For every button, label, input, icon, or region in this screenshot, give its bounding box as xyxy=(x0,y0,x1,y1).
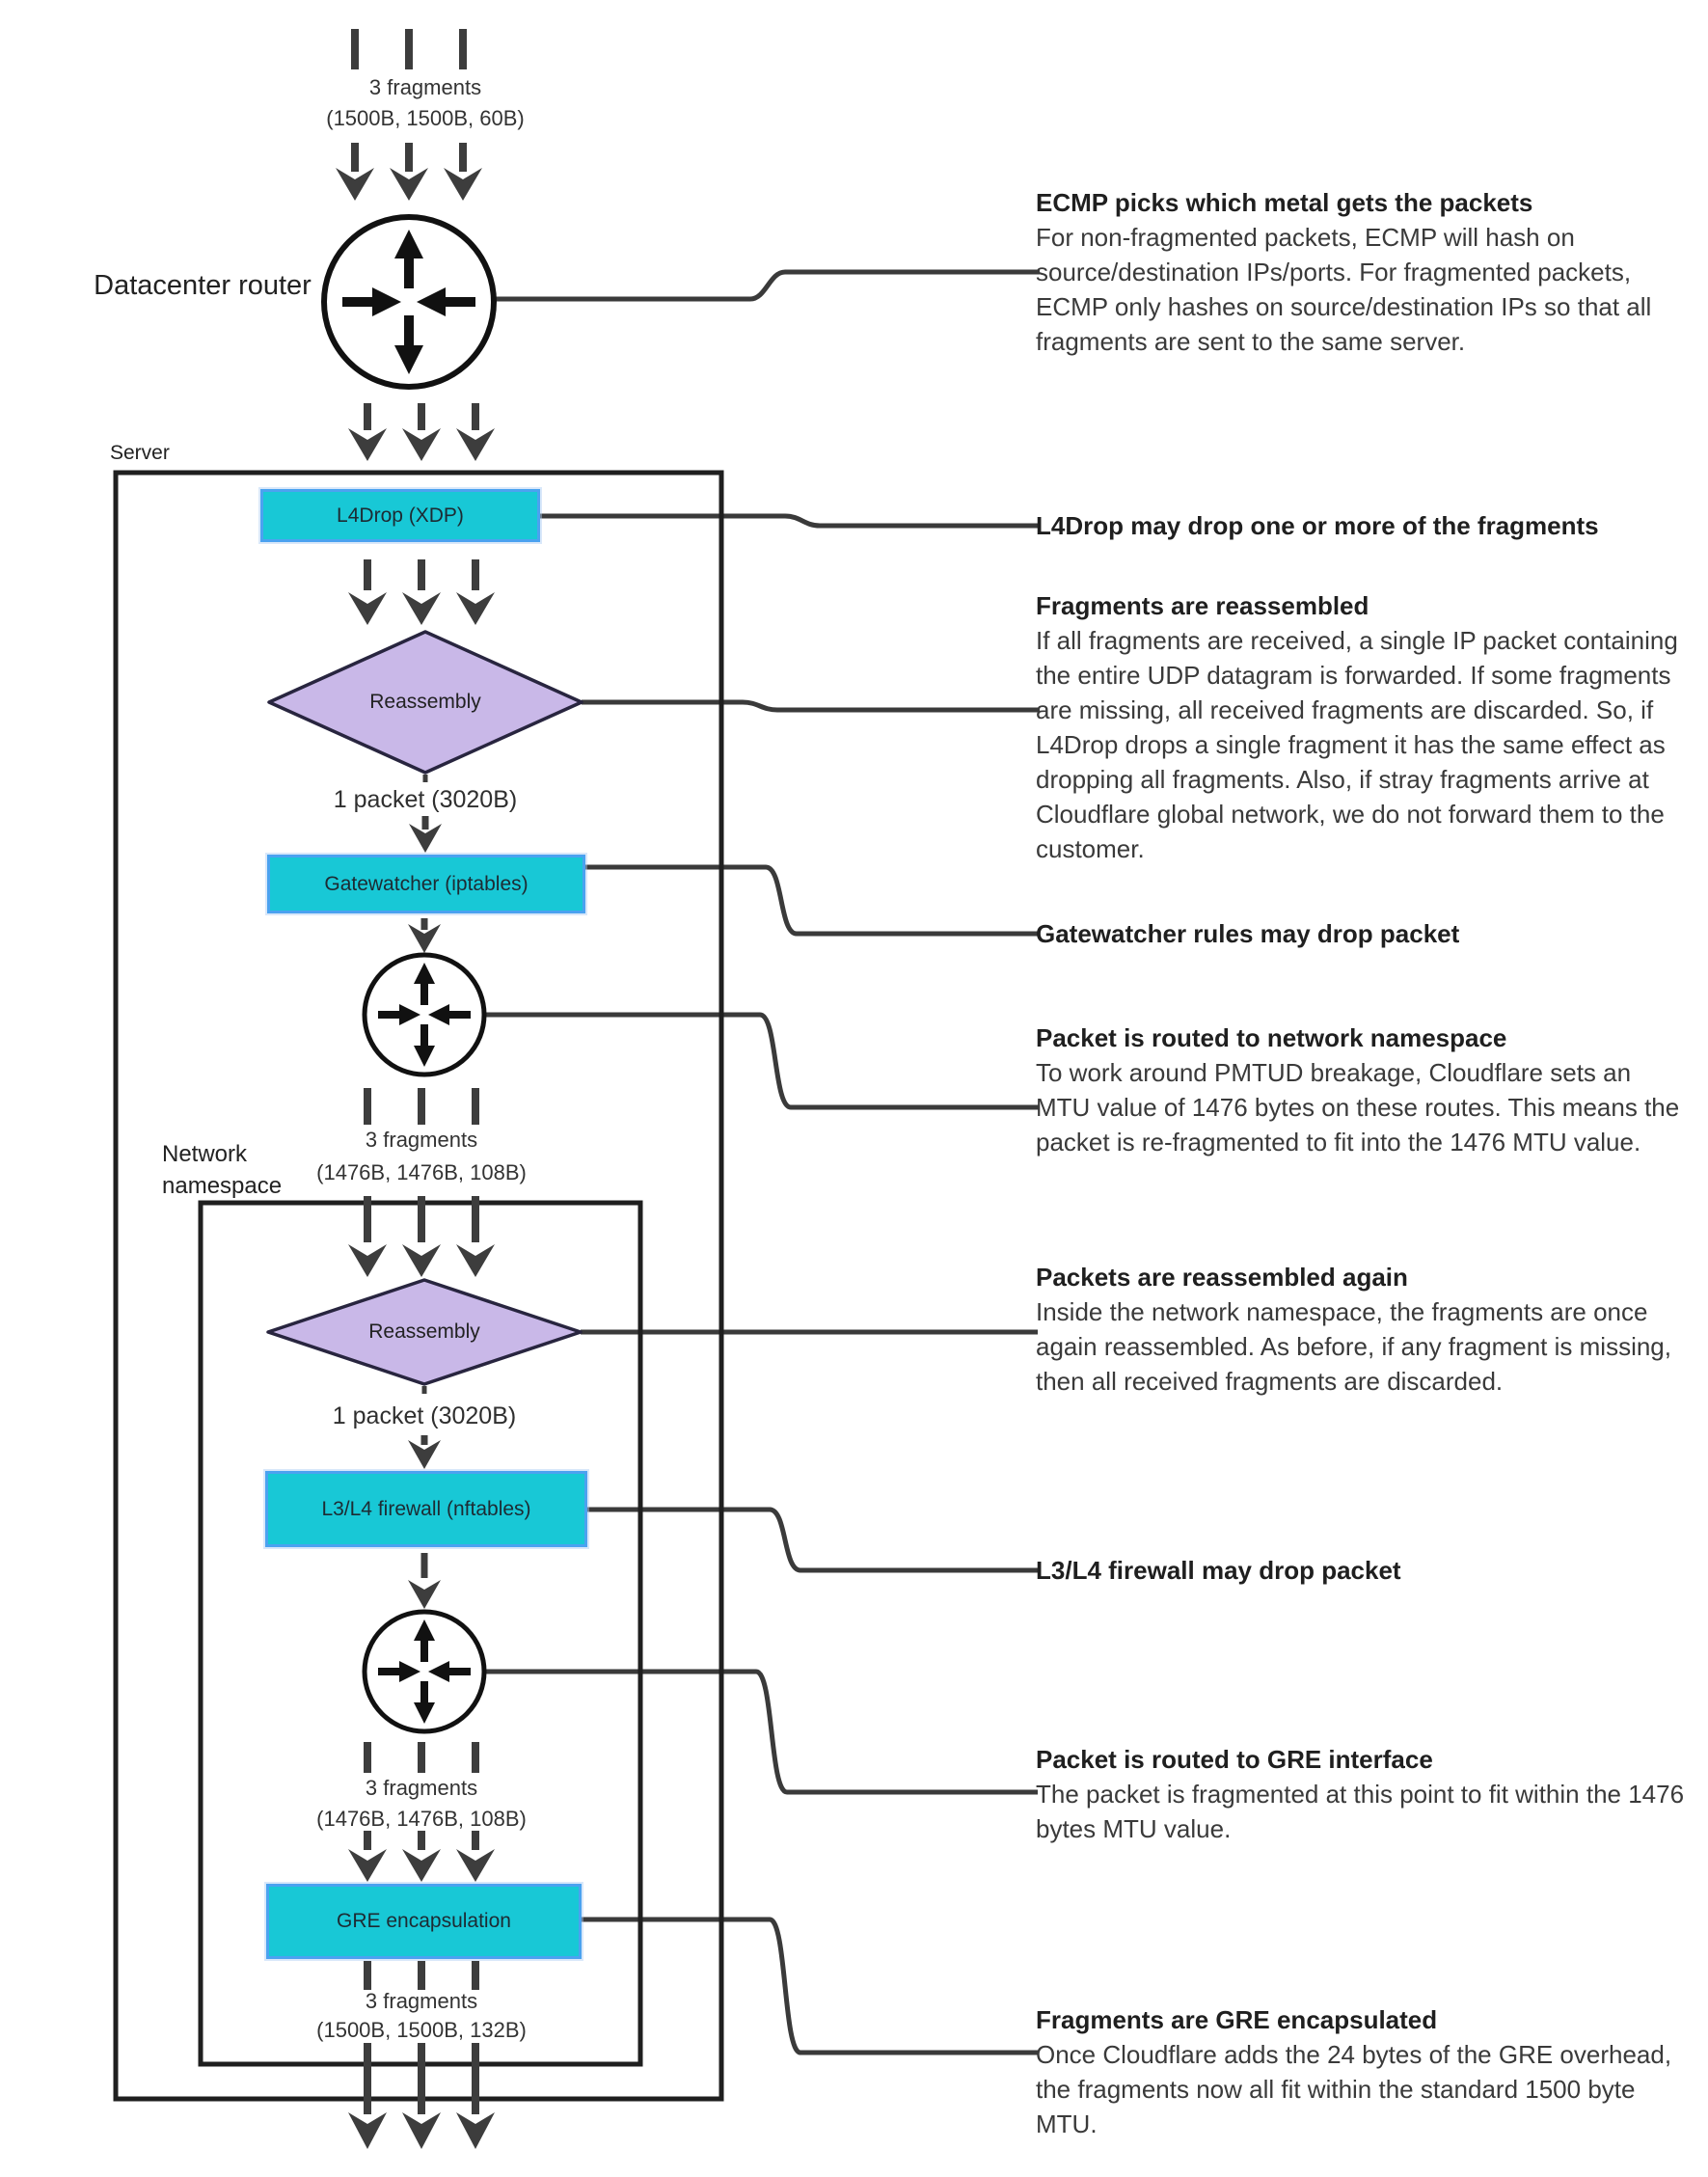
arrows-exit xyxy=(348,2043,495,2149)
l4drop-label: L4Drop (XDP) xyxy=(337,503,464,527)
gre-node xyxy=(266,1884,582,1959)
annotation-reassembled-again-body: Inside the network namespace, the fragments are once again reassembled. As before, if any fragment is missing, then all received fragments are discarded. xyxy=(1036,1297,1671,1396)
mid-fragments-sizes: (1476B, 1476B, 108B) xyxy=(316,1160,527,1184)
top-fragments-count: 3 fragments xyxy=(368,75,482,99)
arrows-l4drop-to-reassembly xyxy=(348,559,495,625)
arrows-into-router xyxy=(336,143,482,201)
bottom-fragments-count: 3 fragments xyxy=(365,1989,478,2013)
arrows-into-namespace xyxy=(348,1196,495,1277)
annotation-reassembled-body: If all fragments are received, a single IP packet containing the entire UDP datagram is forwarded. If some fragments are missing, all received fragments are discarded. So, if L4Drop drops a single fragment it has the same effect as dropping all fragments. Also, if stray fragments arrive at Cloudflare global network, we do not forward them to the customer. xyxy=(1036,626,1678,863)
annotation-ecmp xyxy=(1036,185,1692,359)
annotation-l4drop xyxy=(1036,508,1692,543)
fragment-dashes-gre xyxy=(367,1742,475,1773)
l4drop-node xyxy=(260,489,540,542)
connector-gre xyxy=(582,1919,1038,2053)
annotation-reassembled xyxy=(1036,588,1692,866)
arrow-firewall-to-router xyxy=(408,1553,441,1609)
arrow-into-firewall xyxy=(408,1435,441,1469)
connector-reassembly-1 xyxy=(582,702,1040,710)
annotation-ecmp-title: ECMP picks which metal gets the packets xyxy=(1036,188,1533,217)
annotation-gre-encapsulated xyxy=(1036,2002,1692,2141)
server-label: Server xyxy=(110,442,170,464)
gatewatcher-node xyxy=(267,855,585,913)
annotation-firewall xyxy=(1036,1553,1692,1588)
packet-1-label: 1 packet (3020B) xyxy=(333,786,518,813)
reassembly-2-label: Reassembly xyxy=(368,1320,480,1343)
connector-l4drop xyxy=(540,516,1040,526)
annotation-route-gre xyxy=(1036,1742,1692,1846)
reassembly-1-label: Reassembly xyxy=(369,691,481,713)
arrow-into-gatewatcher xyxy=(409,816,442,853)
packet-2-label: 1 packet (3020B) xyxy=(332,1402,517,1429)
arrow-gatewatcher-to-router xyxy=(408,918,441,953)
annotation-route-namespace xyxy=(1036,1020,1692,1159)
firewall-node xyxy=(265,1471,587,1547)
annotation-route-namespace-title: Packet is routed to network namespace xyxy=(1036,1023,1507,1052)
connector-ecmp xyxy=(493,272,1040,299)
fragment-dashes-top xyxy=(355,29,463,69)
datacenter-router-label: Datacenter router xyxy=(94,270,312,301)
datacenter-router-icon xyxy=(324,217,494,387)
annotation-gre-encapsulated-body: Once Cloudflare adds the 24 bytes of the GRE overhead, the fragments now all fit within the standard 1500 byte MTU. xyxy=(1036,2040,1672,2138)
bottom-fragments-sizes: (1500B, 1500B, 132B) xyxy=(316,2018,527,2042)
firewall-label: L3/L4 firewall (nftables) xyxy=(321,1497,531,1520)
annotation-route-namespace-body: To work around PMTUD breakage, Cloudflare sets an MTU value of 1476 bytes on these routes. This means the packet is re-fragmented to fit into the 1476 MTU value. xyxy=(1036,1058,1680,1157)
fragment-dashes-mid xyxy=(367,1088,475,1125)
arrows-into-server xyxy=(348,403,495,461)
gre-label: GRE encapsulation xyxy=(337,1910,511,1932)
connector-firewall xyxy=(587,1510,1038,1570)
mid-fragments-count: 3 fragments xyxy=(365,1128,478,1152)
annotation-l4drop-title: L4Drop may drop one or more of the fragments xyxy=(1036,511,1599,540)
annotation-reassembled-title: Fragments are reassembled xyxy=(1036,591,1369,620)
annotation-firewall-title: L3/L4 firewall may drop packet xyxy=(1036,1556,1401,1585)
annotation-gatewatcher-title: Gatewatcher rules may drop packet xyxy=(1036,919,1460,948)
router-icon-2 xyxy=(365,955,484,1075)
annotation-gatewatcher xyxy=(1036,916,1692,951)
annotation-route-gre-title: Packet is routed to GRE interface xyxy=(1036,1745,1433,1774)
connector-route-namespace xyxy=(484,1015,1040,1107)
annotation-gre-encapsulated-title: Fragments are GRE encapsulated xyxy=(1036,2005,1438,2034)
gre-fragments-sizes: (1476B, 1476B, 108B) xyxy=(316,1807,527,1831)
annotation-reassembled-again xyxy=(1036,1260,1692,1399)
annotation-route-gre-body: The packet is fragmented at this point to fit within the 1476 bytes MTU value. xyxy=(1036,1780,1685,1843)
annotation-ecmp-body: For non-fragmented packets, ECMP will hash on source/destination IPs/ports. For fragmented packets, ECMP only hashes on source/destination IPs so that all fragments are sent to the same server. xyxy=(1036,223,1652,356)
top-fragments-sizes: (1500B, 1500B, 60B) xyxy=(326,106,525,130)
network-namespace-label: Network namespace xyxy=(162,1141,283,1199)
connector-gatewatcher xyxy=(585,867,1038,934)
router-icon-3 xyxy=(365,1612,484,1731)
fragment-dashes-bottom xyxy=(367,1961,475,1990)
arrows-into-gre xyxy=(348,1831,495,1882)
gatewatcher-label: Gatewatcher (iptables) xyxy=(324,872,529,895)
annotation-reassembled-again-title: Packets are reassembled again xyxy=(1036,1263,1408,1292)
gre-fragments-count: 3 fragments xyxy=(365,1776,478,1800)
